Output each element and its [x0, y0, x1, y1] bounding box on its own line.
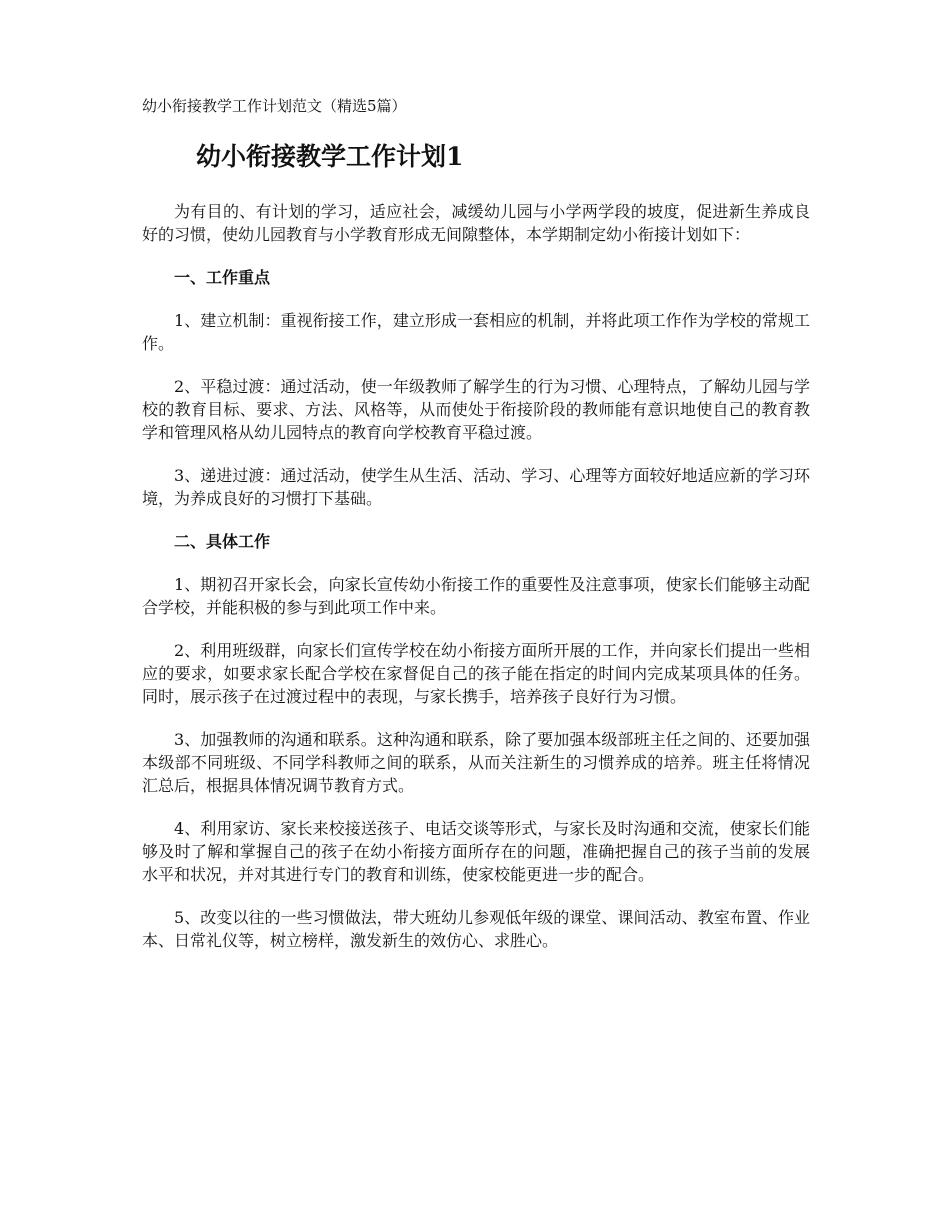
document-header: 幼小衔接教学工作计划范文（精选5篇） — [142, 97, 407, 115]
paragraph: 2、利用班级群，向家长们宣传学校在幼小衔接方面所开展的工作，并向家长们提出一些相应的要求，如要求家长配合学校在家督促自己的孩子能在指定的时间内完成某项具体的任务。同时，展示孩子在过渡过程中的表现，与家长携手，培养孩子良好行为习惯。 — [142, 641, 810, 706]
section-heading: 一、工作重点 — [174, 268, 271, 287]
paragraph: 5、改变以往的一些习惯做法，带大班幼儿参观低年级的课堂、课间活动、教室布置、作业本、日常礼仪等，树立榜样，激发新生的效仿心、求胜心。 — [142, 908, 810, 950]
intro-paragraph: 为有目的、有计划的学习，适应社会，减缓幼儿园与小学两学段的坡度，促进新生养成良好的习惯，使幼儿园教育与小学教育形成无间隙整体，本学期制定幼小衔接计划如下： — [142, 202, 810, 244]
document-title: 幼小衔接教学工作计划1 — [196, 142, 464, 171]
paragraph: 1、建立机制：重视衔接工作，建立形成一套相应的机制，并将此项工作作为学校的常规工作。 — [142, 311, 810, 353]
document-body — [142, 200, 810, 972]
section-heading: 二、具体工作 — [174, 532, 271, 551]
paragraph: 1、期初召开家长会，向家长宣传幼小衔接工作的重要性及注意事项，使家长们能够主动配合学校，并能积极的参与到此项工作中来。 — [142, 575, 810, 617]
paragraph: 3、加强教师的沟通和联系。这种沟通和联系，除了要加强本级部班主任之间的、还要加强本级部不同班级、不同学科教师之间的联系，从而关注新生的习惯养成的培养。班主任将情况汇总后，根据具体情况调节教育方式。 — [142, 730, 810, 795]
paragraph: 3、递进过渡：通过活动，使学生从生活、活动、学习、心理等方面较好地适应新的学习环境，为养成良好的习惯打下基础。 — [142, 466, 810, 508]
paragraph: 2、平稳过渡：通过活动，使一年级教师了解学生的行为习惯、心理特点，了解幼儿园与学校的教育目标、要求、方法、风格等，从而使处于衔接阶段的教师能有意识地使自己的教育教学和管理风格从幼儿园特点的教育向学校教育平稳过渡。 — [142, 377, 810, 442]
paragraph: 4、利用家访、家长来校接送孩子、电话交谈等形式，与家长及时沟通和交流，使家长们能够及时了解和掌握自己的孩子在幼小衔接方面所存在的问题，准确把握自己的孩子当前的发展水平和状况，并对其进行专门的教育和训练，使家校能更进一步的配合。 — [142, 819, 810, 884]
section-work-focus — [142, 266, 810, 510]
section-specific-work — [142, 530, 810, 952]
